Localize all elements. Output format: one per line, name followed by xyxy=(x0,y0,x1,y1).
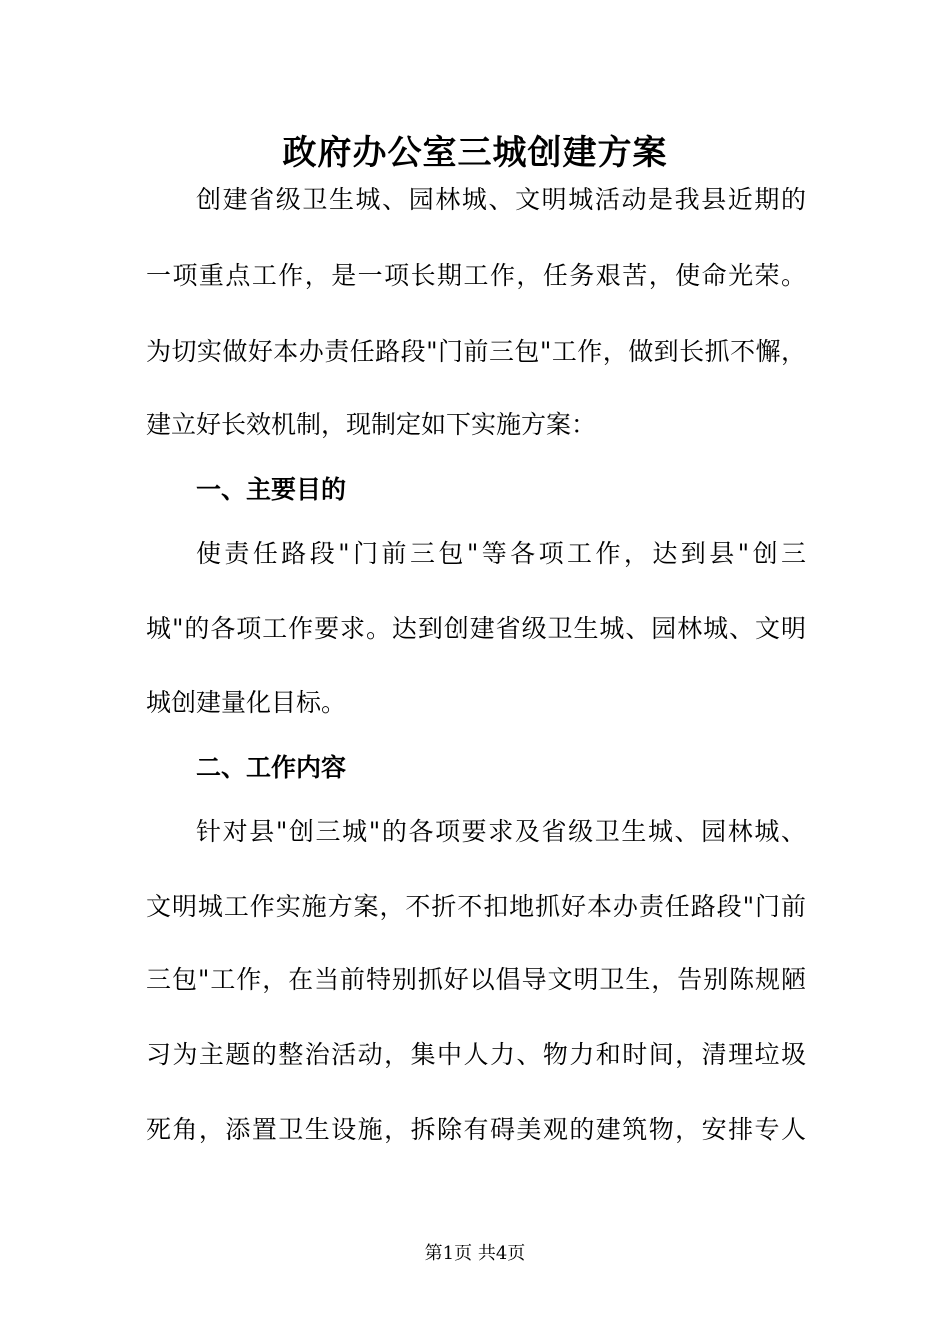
paragraph-line: 习为主题的整治活动，集中人力、物力和时间，清理垃圾 xyxy=(146,1040,806,1069)
paragraph-line: 城"的各项工作要求。达到创建省级卫生城、园林城、文明 xyxy=(146,614,806,643)
paragraph-line: 建立好长效机制，现制定如下实施方案： xyxy=(146,410,597,439)
paragraph-line: 创建省级卫生城、园林城、文明城活动是我县近期的 xyxy=(196,185,806,214)
paragraph-line: 死角，添置卫生设施，拆除有碍美观的建筑物，安排专人 xyxy=(146,1115,806,1144)
paragraph-line: 为切实做好本办责任路段"门前三包"工作，做到长抓不懈， xyxy=(146,337,806,366)
paragraph-line: 使责任路段"门前三包"等各项工作，达到县"创三 xyxy=(196,539,806,568)
paragraph-line: 针对县"创三城"的各项要求及省级卫生城、园林城、 xyxy=(196,817,806,846)
section-heading: 二、工作内容 xyxy=(196,753,347,782)
document-title: 政府办公室三城创建方案 xyxy=(282,133,668,173)
paragraph-line: 文明城工作实施方案，不折不扣地抓好本办责任路段"门前 xyxy=(146,892,806,921)
section-heading: 一、主要目的 xyxy=(196,475,347,504)
page-number-footer: 第1页 共4页 xyxy=(424,1243,526,1264)
paragraph-line: 城创建量化目标。 xyxy=(146,688,347,717)
paragraph-line: 一项重点工作，是一项长期工作，任务艰苦，使命光荣。 xyxy=(146,261,806,290)
paragraph-line: 三包"工作，在当前特别抓好以倡导文明卫生，告别陈规陋 xyxy=(146,965,806,994)
